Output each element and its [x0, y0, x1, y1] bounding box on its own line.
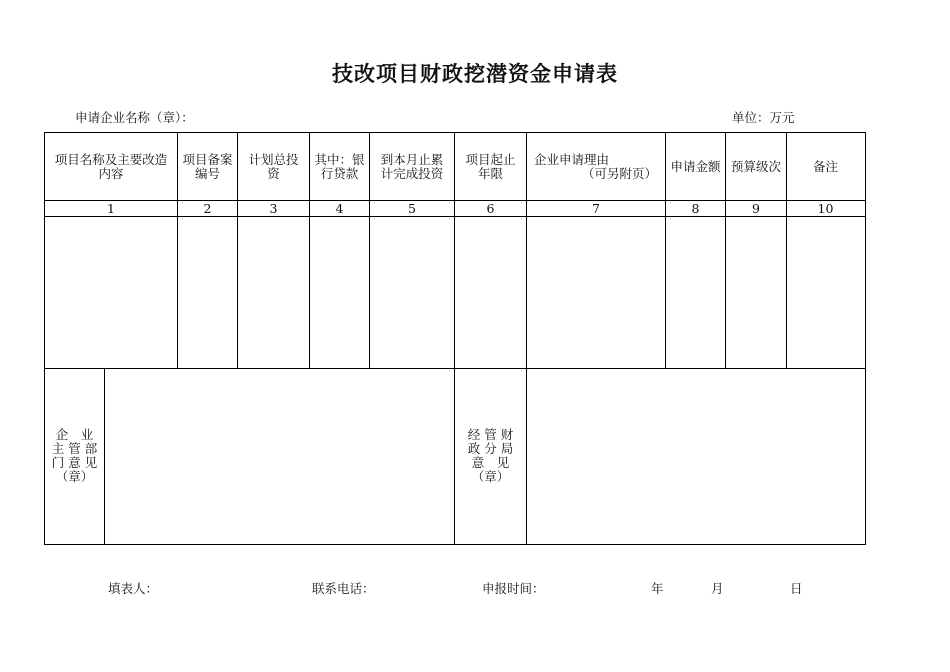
col-number: 2: [203, 200, 212, 216]
opinion-line: 主 管 部: [51, 441, 98, 456]
col-header-filing-number: [178, 133, 237, 200]
col-number: 9: [752, 200, 760, 216]
phone-label: 联系电话：: [312, 581, 375, 596]
col-header-line: 到本月止累: [380, 151, 444, 167]
page-title: 技改项目财政挖潜资金申请表: [332, 62, 618, 86]
col-header-line: 编号: [194, 165, 220, 181]
opinion-line: 门 意 见: [51, 455, 98, 470]
opinion-line: （章）: [55, 469, 94, 484]
enterprise-authority-opinion-label: [45, 369, 104, 543]
day-label: 日: [790, 581, 803, 596]
col-header-line: （可另附页）: [581, 165, 657, 181]
opinion-line: 政 分 局: [467, 441, 514, 456]
col-number: 1: [107, 200, 115, 216]
col-number: 6: [486, 200, 495, 216]
col-header-line: 行贷款: [320, 165, 359, 181]
col-number: 3: [269, 200, 278, 216]
col-header-budget-level: [726, 133, 786, 200]
col-number: 5: [408, 200, 416, 216]
year-label: 年: [651, 581, 664, 596]
col-header-line: 企业申请理由: [534, 151, 610, 167]
opinion-line: 企 业: [55, 427, 94, 442]
col-header-remarks: [787, 133, 864, 200]
col-header-apply-amount: [666, 133, 725, 200]
col-header-line: 申请金额: [670, 158, 721, 174]
month-label: 月: [711, 581, 724, 596]
col-header-bank-loan: [310, 133, 369, 200]
col-number: 8: [691, 200, 700, 216]
col-header-application-reason: [527, 133, 665, 200]
col-header-line: 项目备案: [182, 151, 233, 167]
col-header-line: 计完成投资: [380, 165, 444, 181]
col-header-line: 年限: [477, 165, 503, 181]
col-header-line: 其中：银: [314, 151, 365, 167]
col-header-line: 备注: [812, 158, 838, 174]
col-header-line: 计划总投: [248, 151, 299, 167]
opinion-line: （章）: [471, 469, 510, 484]
col-header-line: 项目名称及主要改造: [54, 151, 168, 167]
col-number: 10: [817, 200, 834, 216]
col-header-line: 内容: [98, 165, 124, 181]
opinion-line: 经 管 财: [467, 427, 514, 442]
col-header-project-name: [45, 133, 177, 200]
col-header-planned-investment: [238, 133, 309, 200]
col-header-line: 项目起止: [465, 151, 516, 167]
company-name-label: 申请企业名称（章）：: [75, 110, 194, 125]
opinion-line: 意 见: [471, 455, 510, 470]
date-label: 申报时间：: [482, 581, 545, 596]
row-divider-number: [44, 216, 866, 217]
col-header-completed-investment: [370, 133, 454, 200]
unit-label: 单位：万元: [732, 110, 795, 125]
finance-branch-opinion-label: [455, 369, 526, 543]
col-number: 4: [335, 200, 344, 216]
col-number: 7: [592, 200, 600, 216]
col-header-project-period: [455, 133, 526, 200]
filler-label: 填表人：: [108, 581, 159, 596]
col-header-line: 资: [267, 165, 280, 181]
col-divider: [104, 368, 105, 544]
col-header-line: 预算级次: [730, 158, 781, 174]
